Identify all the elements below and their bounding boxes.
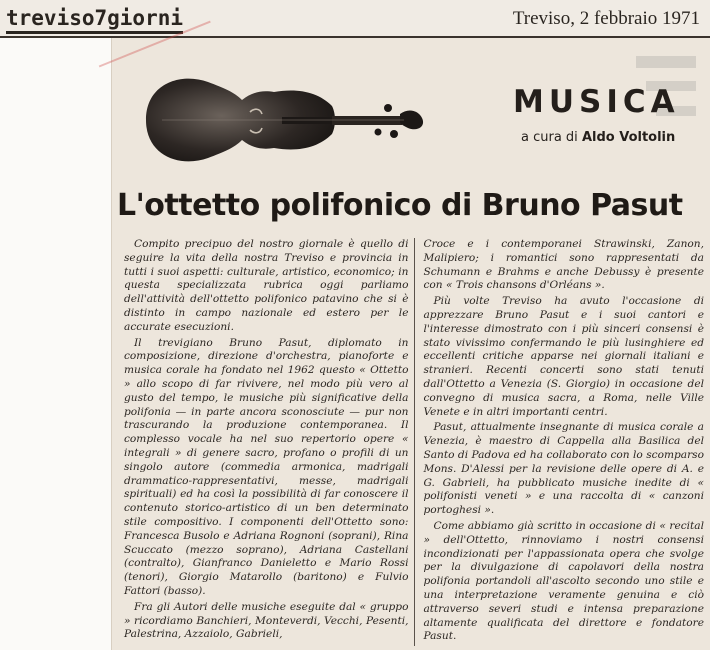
left-column xyxy=(124,238,414,646)
byline xyxy=(521,130,675,145)
violin-icon xyxy=(142,62,440,172)
paragraph: Croce e i contemporanei Strawinski, Zanon, Malipiero; i romantici sono rappresentati da Schumann e Brahms e anche Debussy è presente con « Trois chansons d'Orléans ». xyxy=(423,238,704,292)
article-headline: L'ottetto polifonico di Bruno Pasut xyxy=(117,188,683,223)
paragraph: Il trevigiano Bruno Pasut, diplomato in composizione, direzione d'orchestra, pianoforte e musica corale ha fondato nel 1962 questo « Ottetto » allo scopo di far rivivere, nel modo più vero al gusto del tempo, le musiche più significative della polifonia — in parte ancora sconosciute — pur non trascurando la produzione contemporanea. Il complesso vocale ha nel suo repertorio opere « integrali » di genere sacro, profano o profili di un singolo autore (commedia armonica, madrigali drammatico-rappresentativi, messe, madrigali spirituali) ed ha così la possibilità di far conoscere il contenuto storico-artistico di un ben determinato stile compositivo. I componenti dell'Ottetto sono: Francesca Busolo e Adriana Rognoni (soprani), Rina Scuccato (mezzo soprano), Adriana Castellani (contralto), Gianfranco Danieletto e Mario Rossi (tenori), Giorgio Matarollo (baritono) e Fulvio Fattori (basso). xyxy=(124,336,409,597)
paragraph: Pasut, attualmente insegnante di musica corale a Venezia, è maestro di Cappella alla Basilica del Santo di Padova ed ha collaborato con lo scomparso Mons. D'Alessi per la revisione delle opere di A. e G. Gabrieli, ha pubblicato musiche inedite di « polifonisti veneti » e una raccolta di « canzoni portoghesi ». xyxy=(423,421,704,517)
paragraph: Fra gli Autori delle musiche eseguite dal « gruppo » ricordiamo Banchieri, Monteverdi, Vecchi, Pesenti, Palestrina, Azzaiolo, Gabrieli, xyxy=(124,600,409,641)
masthead: treviso7giorni xyxy=(6,6,183,34)
paragraph: Compito precipuo del nostro giornale è quello di seguire la vita della nostra Treviso e provincia in tutti i suoi aspetti: culturale, artistico, economico; in questa specializzata rubrica oggi parliamo dell'attività dell'ottetto polifonico patavino che si è distinto in campo nazionale ed estero per le accurate esecuzioni. xyxy=(124,238,409,333)
section-title: MUSICA xyxy=(513,84,680,120)
dateline: Treviso, 2 febbraio 1971 xyxy=(512,8,700,29)
right-column xyxy=(414,238,704,646)
paragraph: Più volte Treviso ha avuto l'occasione di apprezzare Bruno Pasut e i suoi cantori e l'interesse dimostrato con i più sinceri consensi è stato vivissimo confermando le più lusinghiere ed eccellenti critiche apparse nei giornali italiani e stranieri. Recenti concerti sono stati tenuti dall'Ottetto a Venezia (S. Giorgio) in occasione del convegno di musica sacra, a Roma, nelle Ville Venete e in altri importanti centri. xyxy=(423,295,704,418)
newspaper-header xyxy=(0,0,710,38)
byline-author: Aldo Voltolin xyxy=(581,130,676,145)
byline-prefix: a cura di xyxy=(521,130,578,145)
background-strip xyxy=(0,0,111,650)
paragraph: Come abbiamo già scritto in occasione di « recital » dell'Ottetto, rinnoviamo i nostri consensi incondizionati per l'appassionata opera che svolge per la divulgazione di capolavori della nostra polifonia portandoli all'ascolto secondo uno stile e una interpretazione veramente genuina e ciò attraverso severi studi e intensa preparazione altamente qualificata del direttore e fondatore Pasut. xyxy=(423,519,704,643)
article-body xyxy=(124,238,704,646)
